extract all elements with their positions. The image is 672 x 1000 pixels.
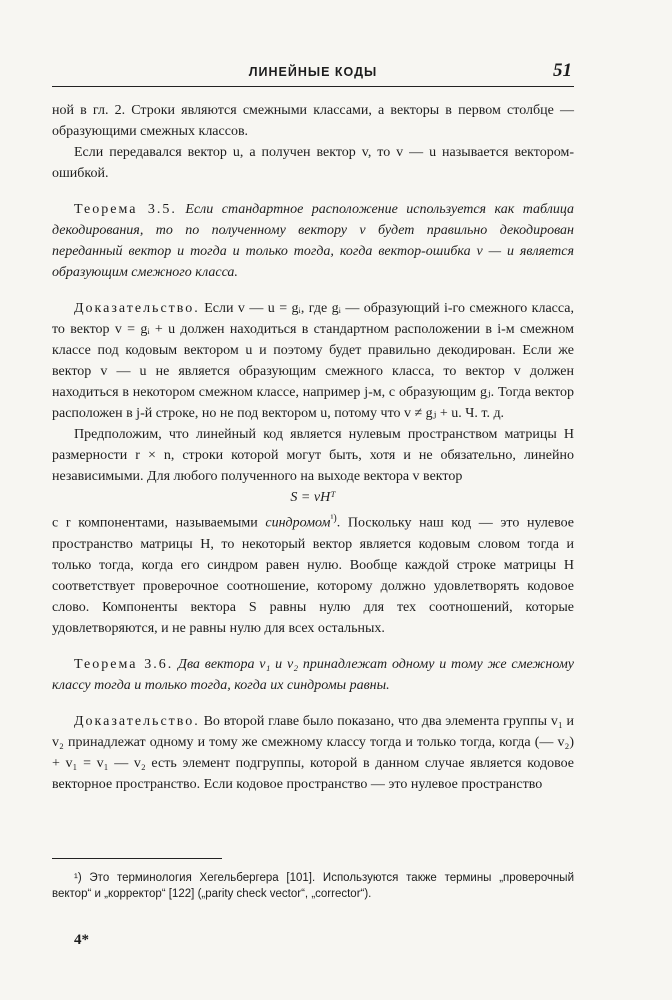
theorem-3-6-label: Теорема 3.6.: [74, 656, 174, 672]
syndrome-term: синдромом: [265, 515, 331, 531]
syndrome-after: . Поскольку наш код — это нулевое пространство матрицы H, то некоторый вектор является кодовым словом тогда и только тогда, когда его синдром равен нулю. Вообще каждой строке матрицы H соответствует проверочное соотношение, которому должно удовлетворять кодовое слово. Компоненты вектора S равны нулю для тех соотношений, которые удовлетворяются, и не равны нулю для всех остальных.: [52, 515, 575, 636]
footnote: [52, 870, 574, 902]
paragraph-syndrome-intro: Предположим, что линейный код является нулевым пространством матрицы H размерности r × n, строки которой могут быть, хотя и не обязательно, линейно независимыми. Для любого полученного на выходе вектора v вектор: [52, 427, 574, 484]
running-title: ЛИНЕЙНЫЕ КОДЫ: [248, 65, 378, 79]
proof-2-text: Во второй главе было показано, что два элемента группы v₁ и v₂ принадлежат одному и тому же смежному классу тогда и только тогда, когда (— v₂) + v₁ = v₁ — v₂ есть элемент подгруппы, которой в данном случае является кодовое векторное пространство. Если кодовое пространство — это нулевое пространство: [52, 713, 574, 792]
footnote-mark: ¹): [330, 513, 337, 524]
proof-1: [52, 298, 574, 424]
theorem-3-5-label: Теорема 3.5.: [74, 202, 177, 217]
syndrome-before: с r компонентами, называемыми: [52, 515, 258, 531]
paragraph-syndrome: [52, 508, 574, 639]
proof-2: [52, 711, 574, 795]
syndrome-formula: S = vHᵀ: [290, 490, 336, 505]
theorem-3-6: [52, 654, 574, 696]
signature-mark: 4*: [74, 932, 89, 948]
theorem-3-6-text: Два вектора v₁ и v₂ принадлежат одному и тому же смежному классу тогда и только тогда, когда их синдромы равны.: [52, 656, 574, 693]
theorem-3-5: [52, 199, 574, 283]
main-text: [52, 100, 574, 795]
footnote-divider: [52, 858, 222, 859]
page-number: 51: [553, 60, 572, 81]
proof-1-label: Доказательство.: [74, 301, 200, 316]
proof-1-text: Если v — u = gᵢ, где gᵢ — образующий i-го смежного класса, то вектор v = gᵢ + u должен находиться в стандартном расположении в i-м смежном классе под кодовым вектором u и поэтому будет правильно декодирован. Если же вектор v — u не является образующим смежного класса, то вектор v должен находиться в некотором смежном классе, например j-м, с образующим gⱼ. Тогда вектор расположен в j-й строке, но не под вектором u, потому что v ≠ gⱼ + u. Ч. т. д.: [52, 301, 574, 421]
footnote-text: ¹) Это терминология Хегельбергера [101]. Используются также термины „проверочный вектор“ и „корректор“ [122] („parity check vector“, „corrector“).: [52, 872, 574, 900]
page-header: [52, 60, 574, 87]
proof-2-label: Доказательство.: [74, 713, 200, 729]
paragraph-continuation: ной в гл. 2. Строки являются смежными классами, а векторы в первом столбце — образующими смежных классов.: [52, 103, 574, 139]
paragraph-error-vector: Если передавался вектор u, а получен вектор v, то v — u называется вектором-ошибкой.: [52, 145, 574, 181]
theorem-3-5-text: Если стандартное расположение используется как таблица декодирования, то по полученному вектору v будет правильно декодирован переданный вектор u тогда и только тогда, когда вектор-ошибка v — u является образующим смежного класса.: [52, 202, 575, 280]
